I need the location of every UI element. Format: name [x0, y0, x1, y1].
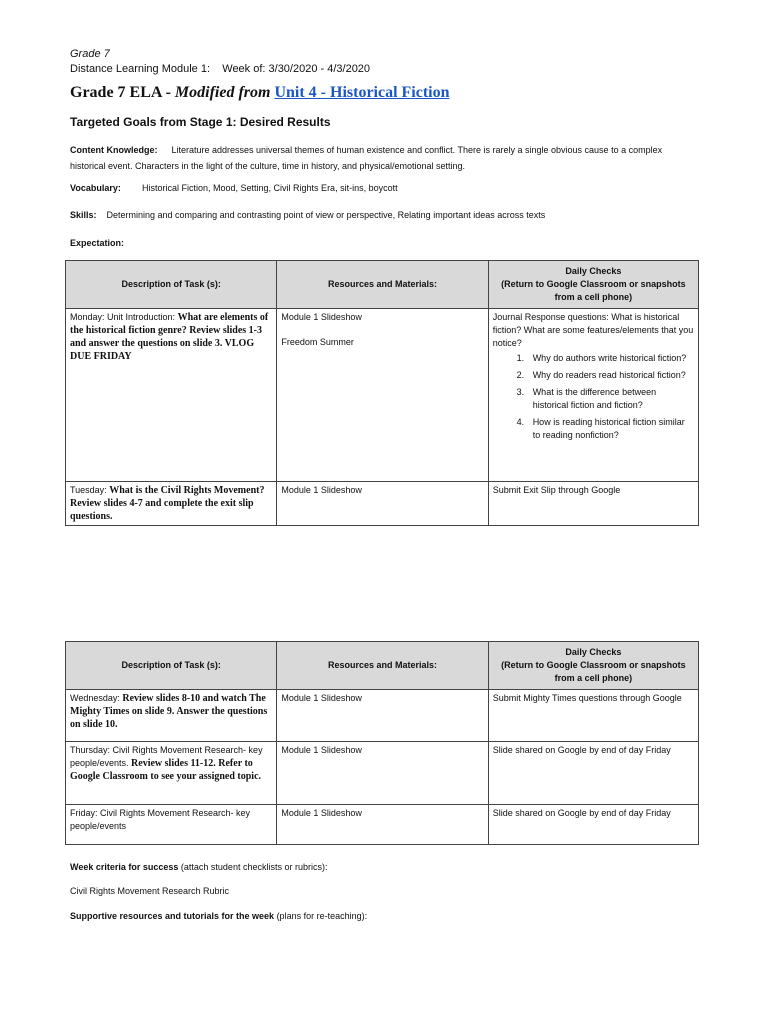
task-header: Description of Task (s):: [66, 642, 277, 690]
skills-label: Skills:: [70, 210, 97, 220]
goals-heading: Targeted Goals from Stage 1: Desired Results: [70, 115, 331, 129]
criteria-label: Week criteria for success: [70, 862, 179, 872]
support-rest: (plans for re-teaching):: [274, 911, 368, 921]
thursday-prefix: Thursday: Civil Rights Movement Research- key people/events.: [70, 745, 263, 768]
schedule-table-2: [65, 641, 699, 845]
rubric-line: Civil Rights Movement Research Rubric: [70, 886, 230, 896]
checks-header-line2: (Return to Google Classroom or snapshots from a cell phone): [501, 660, 686, 683]
monday-resources: [277, 309, 488, 482]
checks-header-line1: Daily Checks: [565, 647, 622, 657]
table-row-monday: [66, 309, 699, 482]
monday-check-intro: Journal Response questions: What is historical fiction? What are some features/elements that you notice?: [492, 312, 694, 348]
content-knowledge: [70, 142, 680, 174]
vocabulary-label: Vocabulary:: [70, 183, 121, 193]
content-knowledge-label: Content Knowledge:: [70, 145, 158, 155]
tuesday-task: [66, 482, 277, 526]
checks-header: [488, 642, 698, 690]
vocabulary-text: Historical Fiction, Mood, Setting, Civil Rights Era, sit-ins, boycott: [142, 183, 398, 193]
table-row-wednesday: [66, 690, 699, 742]
table-row-thursday: [66, 742, 699, 805]
unit-link[interactable]: Unit 4 - Historical Fiction: [274, 84, 450, 101]
checks-header-line2: (Return to Google Classroom or snapshots from a cell phone): [501, 279, 686, 302]
list-item: 4. How is reading historical fiction similar to reading nonfiction?: [527, 416, 694, 442]
monday-checks: [488, 309, 698, 482]
thursday-task: [66, 742, 277, 805]
vocabulary: [70, 183, 398, 193]
monday-resource-1: Module 1 Slideshow: [281, 312, 362, 322]
tuesday-task-bold: What is the Civil Rights Movement? Review slides 4-7 and complete the exit slip questions.: [70, 485, 265, 522]
wednesday-check: Submit Mighty Times questions through Google: [488, 690, 698, 742]
title-modified: Modified from: [174, 84, 275, 101]
supportive-resources: [70, 911, 367, 921]
thursday-task-bold: Review slides 11-12. Refer to Google Classroom to see your assigned topic.: [70, 758, 262, 782]
friday-resource: Module 1 Slideshow: [277, 805, 488, 845]
checks-header-line1: Daily Checks: [565, 266, 622, 276]
monday-resource-2: Freedom Summer: [281, 337, 354, 347]
module-week-line: Distance Learning Module 1: Week of: 3/30/2020 - 4/3/2020: [70, 63, 371, 75]
tuesday-prefix: Tuesday:: [70, 485, 110, 495]
wednesday-prefix: Wednesday:: [70, 693, 123, 703]
list-item: 1. Why do authors write historical fiction?: [527, 352, 694, 365]
friday-check: Slide shared on Google by end of day Friday: [488, 805, 698, 845]
monday-question-list: [493, 352, 694, 442]
table-header-row: [66, 261, 699, 309]
page-title: [70, 84, 450, 102]
resources-header: Resources and Materials:: [277, 261, 488, 309]
wednesday-resource: Module 1 Slideshow: [277, 690, 488, 742]
table-row-tuesday: [66, 482, 699, 526]
monday-task: [66, 309, 277, 482]
resources-header: Resources and Materials:: [277, 642, 488, 690]
task-header: Description of Task (s):: [66, 261, 277, 309]
table-row-friday: [66, 805, 699, 845]
grade-label: Grade 7: [70, 48, 110, 60]
expectation-label: Expectation:: [70, 238, 125, 248]
thursday-resource: Module 1 Slideshow: [277, 742, 488, 805]
table-header-row: [66, 642, 699, 690]
skills: [70, 210, 545, 220]
checks-header: [488, 261, 698, 309]
title-prefix: Grade 7 ELA -: [70, 84, 175, 101]
friday-task: Friday: Civil Rights Movement Research- key people/events: [66, 805, 277, 845]
list-item: 2. Why do readers read historical fiction?: [527, 369, 694, 382]
content-knowledge-text: Literature addresses universal themes of human existence and conflict. There is rarely a single obvious cause to a complex historical event. Characters in the light of the culture, time in history, and physical/emotional setting.: [70, 145, 663, 171]
week-criteria: [70, 862, 327, 872]
criteria-rest: (attach student checklists or rubrics):: [178, 862, 328, 872]
tuesday-check: Submit Exit Slip through Google: [488, 482, 698, 526]
tuesday-resource: Module 1 Slideshow: [277, 482, 488, 526]
schedule-table-1: [65, 260, 699, 526]
support-label: Supportive resources and tutorials for the week: [70, 911, 275, 921]
wednesday-task: [66, 690, 277, 742]
monday-prefix: Monday: Unit Introduction:: [70, 312, 178, 322]
skills-text: Determining and comparing and contrasting point of view or perspective, Relating important ideas across texts: [106, 210, 546, 220]
monday-task-bold: What are elements of the historical fiction genre? Review slides 1-3 and answer the questions on slide 3. VLOG DUE FRIDAY: [70, 312, 269, 362]
thursday-check: Slide shared on Google by end of day Friday: [488, 742, 698, 805]
wednesday-task-bold: Review slides 8-10 and watch The Mighty Times on slide 9. Answer the questions on slide 10.: [70, 693, 268, 730]
list-item: 3. What is the difference between historical fiction and fiction?: [527, 386, 694, 412]
